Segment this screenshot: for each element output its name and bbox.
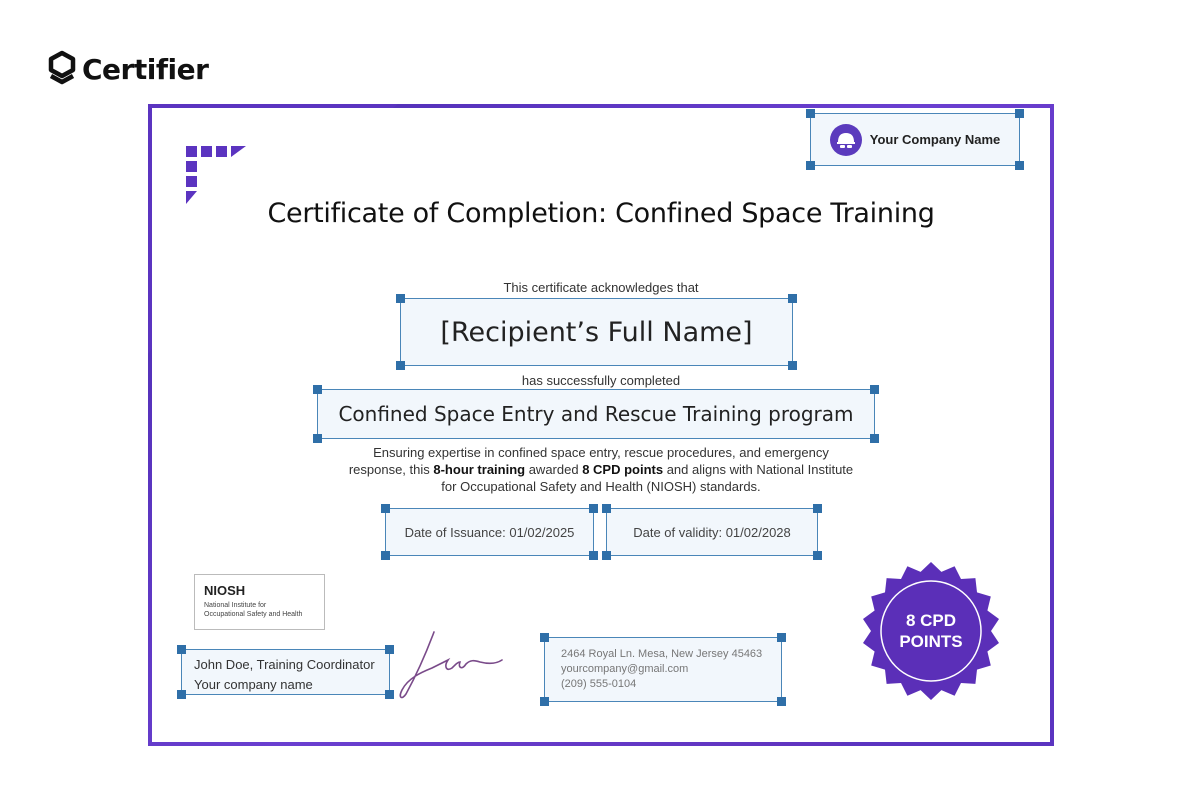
issuance-date-text: Date of Issuance: 01/02/2025 — [404, 524, 575, 540]
description-hours: 8-hour training — [433, 462, 526, 477]
brand-name: Certifier — [82, 52, 209, 86]
certificate-title: Certificate of Completion: Confined Space Training — [267, 198, 935, 229]
acknowledges-text: This certificate acknowledges that — [503, 280, 699, 295]
signer-field[interactable] — [181, 649, 390, 695]
description-part: awarded — [525, 462, 583, 477]
brand-logo[interactable] — [48, 50, 208, 88]
signer-name: John Doe, Training Coordinator — [194, 657, 375, 672]
recipient-name-text: [Recipient’s Full Name] — [440, 316, 753, 348]
validity-date-text: Date of validity: 01/02/2028 — [633, 524, 791, 540]
company-name-text: Your Company Name — [869, 132, 1001, 147]
cpd-seal-line: 8 CPD — [905, 611, 957, 630]
niosh-full-name — [204, 601, 315, 619]
signature-graphic — [396, 628, 506, 702]
cpd-seal-line: POINTS — [899, 632, 963, 651]
certificate-canvas — [148, 104, 1054, 746]
niosh-line: National Institute for — [204, 602, 267, 609]
contact-phone: (209) 555-0104 — [561, 678, 637, 690]
certifier-logo-icon — [48, 50, 76, 88]
signer-company: Your company name — [194, 677, 313, 692]
company-name-field[interactable] — [810, 113, 1020, 166]
company-logo-icon — [830, 124, 862, 156]
description-part: Ensuring expertise in confined space entry, rescue procedures, and emergency response, this — [348, 445, 829, 477]
program-name-text: Confined Space Entry and Rescue Training program — [338, 402, 854, 426]
program-name-field[interactable] — [317, 389, 875, 439]
niosh-abbr: NIOSH — [204, 583, 246, 598]
cpd-seal-text — [860, 560, 1002, 702]
description-part: and aligns with National Institute for Occupational Safety and Health (NIOSH) standards. — [441, 462, 854, 494]
cpd-seal[interactable] — [860, 560, 1002, 702]
validity-date-field[interactable] — [606, 508, 818, 556]
issuance-date-field[interactable] — [385, 508, 594, 556]
contact-field[interactable] — [544, 637, 782, 702]
contact-email: yourcompany@gmail.com — [561, 663, 689, 675]
description-text[interactable] — [348, 444, 854, 495]
completed-text: has successfully completed — [521, 373, 681, 388]
contact-address: 2464 Royal Ln. Mesa, New Jersey 45463 — [561, 648, 763, 660]
niosh-line: Occupational Safety and Health — [204, 611, 303, 618]
recipient-name-field[interactable] — [400, 298, 793, 366]
description-cpd: 8 CPD points — [582, 462, 664, 477]
niosh-logo[interactable] — [194, 574, 325, 630]
